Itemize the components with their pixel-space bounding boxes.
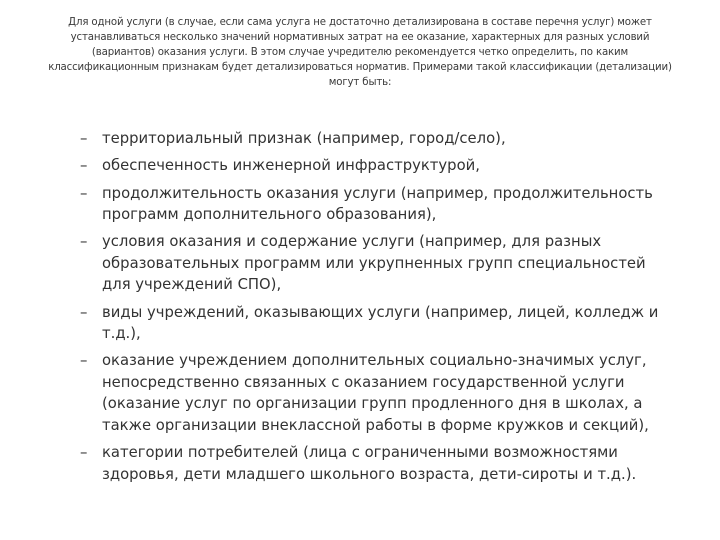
list-item [80, 128, 675, 150]
list-item-text: оказание учреждением дополнительных социально-значимых услуг, непосредственно связанных с оказанием государственной услуги (оказание услуг по организации групп продленного дня в школах, а также организации внеклассной работы в форме кружков и секций), [102, 352, 649, 434]
list-item-text: территориальный признак (например, город/село), [102, 130, 506, 147]
list-item [80, 155, 675, 177]
dash-marker: – [80, 352, 88, 370]
dash-marker: – [80, 184, 88, 202]
list-item-text: категории потребителей (лица с ограниченными возможностями здоровья, дети младшего школьного возраста, дети-сироты и т.д.). [102, 444, 637, 483]
classification-list [80, 128, 675, 491]
dash-marker: – [80, 157, 88, 175]
dash-marker: – [80, 444, 88, 462]
list-item [80, 231, 675, 296]
dash-marker: – [80, 233, 88, 251]
list-item-text: обеспеченность инженерной инфраструктурой, [102, 157, 480, 175]
list-item [80, 350, 675, 436]
dash-marker: – [80, 130, 88, 147]
intro-paragraph: Для одной услуги (в случае, если сама услуга не достаточно детализирована в составе перечня услуг) может устанавливаться несколько значений нормативных затрат на ее оказание, характерных для разных условий (вариантов) оказания услуги. В этом случае учредителю рекомендуется четко определить, по каким классификационным признакам будет детализироваться норматив. Примерами такой классификации (детализации) могут быть: [48, 17, 672, 88]
dash-marker: – [80, 303, 88, 321]
list-item-text: виды учреждений, оказывающих услуги (например, лицей, колледж и т.д.), [102, 303, 659, 343]
list-item [80, 302, 675, 345]
list-item [80, 442, 675, 485]
list-item-text: условия оказания и содержание услуги (например, для разных образовательных программ или укрупненных групп специальностей для учреждений СПО), [102, 233, 646, 294]
list-item [80, 183, 675, 226]
list-item-text: продолжительность оказания услуги (например, продолжительность программ дополнительного образования), [102, 184, 653, 224]
